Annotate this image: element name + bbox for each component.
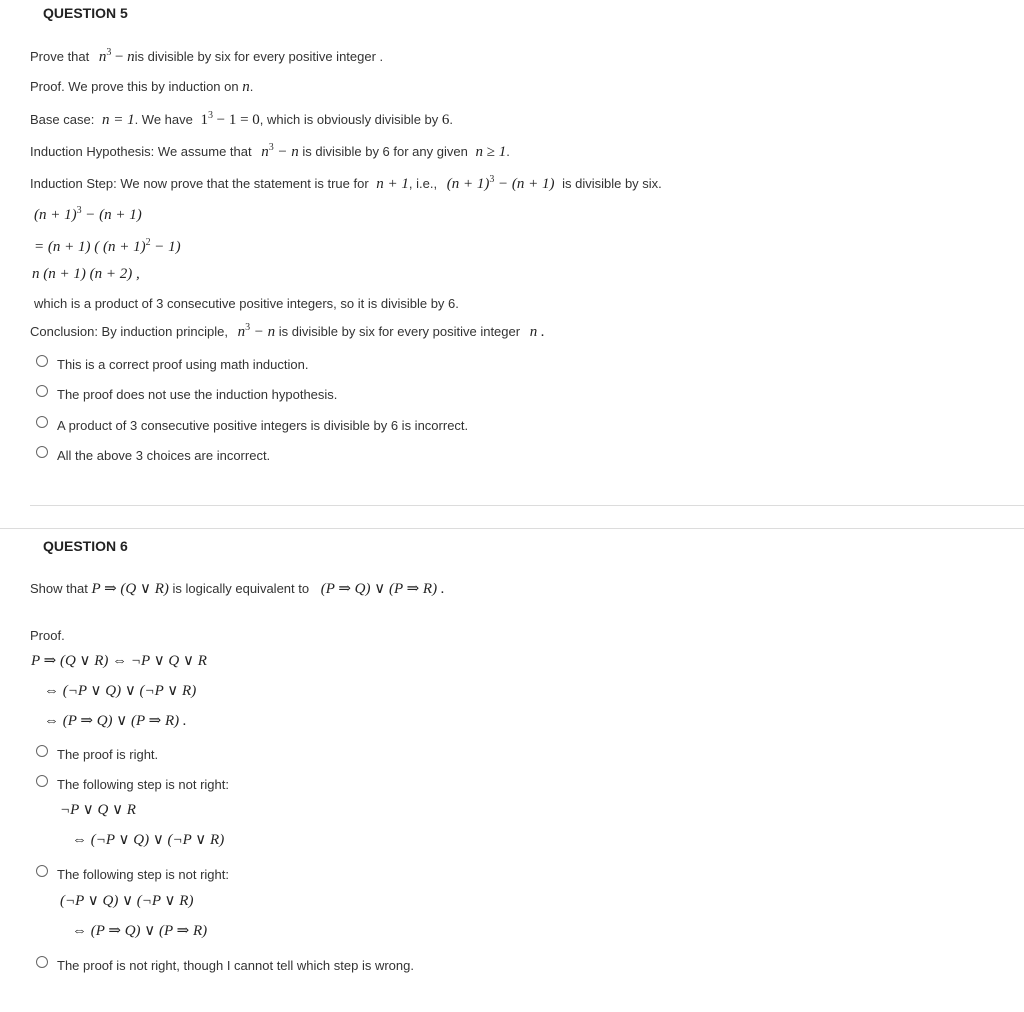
q5-base-six: 6 — [441, 112, 450, 128]
q6-option-2-label[interactable]: The following step is not right: — [57, 777, 229, 792]
q5-eq1-exp: 3 — [76, 205, 82, 216]
q5-eq2-b: − 1) — [154, 239, 181, 255]
q5-base-text: . We have — [134, 112, 193, 127]
q5-conclusion — [30, 322, 545, 341]
q6-prompt-expr: P ⇒ (Q ∨ R) — [91, 581, 169, 597]
q5-step — [30, 174, 662, 193]
q6-option-1[interactable] — [36, 744, 158, 762]
q6-step-2 — [44, 681, 196, 700]
q5-prompt-n: n — [98, 49, 107, 65]
q6-option-3-label[interactable]: The following step is not right: — [57, 867, 229, 882]
q5-proof-intro: Proof. We prove this by induction on n. — [30, 79, 254, 95]
q6-option-3-math-1 — [60, 891, 193, 910]
q5-hyp-minus-n: − n — [277, 144, 299, 160]
q5-option-1-label[interactable]: This is a correct proof using math induction. — [57, 357, 309, 372]
q6-step-1 — [31, 651, 207, 670]
q5-base-math2: 1 — [200, 112, 208, 128]
q5-option-3-radio[interactable] — [36, 416, 48, 428]
q6-option-3-math-2 — [72, 921, 207, 940]
q5-step-expr2: − (n + 1) — [497, 176, 555, 192]
q5-hyp-n: n — [261, 144, 269, 160]
q5-option-4[interactable] — [36, 445, 270, 463]
q6-option-4-label[interactable]: The proof is not right, though I cannot tell which step is wrong. — [57, 958, 414, 973]
q6-proof-label: Proof. — [30, 628, 65, 643]
q5-equation-1 — [34, 205, 142, 224]
q5-option-1[interactable] — [36, 354, 308, 372]
q5-concl-minus-n: − n — [253, 324, 276, 340]
q6-prompt-text: Show that — [30, 581, 88, 596]
q5-step-text3: is divisible by six. — [562, 176, 662, 191]
q5-prompt-exp: 3 — [106, 47, 112, 58]
q5-prompt-minus: − — [115, 49, 124, 65]
q6-option-4-radio[interactable] — [36, 956, 48, 968]
q5-product-text: which is a product of 3 consecutive positive integers, so it is divisible by 6. — [34, 296, 459, 311]
q6-prompt — [30, 579, 445, 598]
q5-eq2-a: = (n + 1) ( (n + 1) — [34, 239, 146, 255]
q5-hyp-text: Induction Hypothesis: We assume that — [30, 144, 252, 159]
q5-equation-3 — [32, 266, 140, 283]
q6-option-1-label[interactable]: The proof is right. — [57, 747, 159, 762]
question-section-border — [0, 528, 1024, 529]
q5-option-2-label[interactable]: The proof does not use the induction hypothesis. — [57, 387, 338, 402]
q6-opt2-expr1: ¬P ∨ Q ∨ R — [60, 802, 136, 818]
q5-base-math: n = 1 — [101, 112, 135, 128]
q5-concl-exp: 3 — [245, 322, 251, 333]
q6-option-2-radio[interactable] — [36, 775, 48, 787]
q5-prompt-n2: n — [127, 49, 135, 65]
q5-prompt-rest: is divisible by six for every positive integer . — [134, 49, 384, 64]
q6-prompt-text2: is logically equivalent to — [172, 581, 310, 596]
q5-base-exp: 3 — [208, 110, 213, 121]
question-divider — [30, 505, 1024, 506]
q5-eq1-b: − (n + 1) — [85, 207, 142, 223]
q5-hyp-exp: 3 — [268, 142, 274, 153]
q5-step-expr: (n + 1) — [446, 176, 490, 192]
q6-opt3-expr2: ⇔ (P ⇒ Q) ∨ (P ⇒ R) — [72, 923, 208, 939]
q5-eq2-exp: 2 — [145, 237, 151, 248]
q5-step-exp: 3 — [489, 174, 495, 185]
q5-eq3: n (n + 1) (n + 2) , — [32, 266, 140, 282]
q5-base-case: Base case: n = 1. We have $1^3 - 1 = 0$, which is obviously divisible by 6. — [30, 110, 454, 128]
q5-option-3-label[interactable]: A product of 3 consecutive positive integers is divisible by 6 is incorrect. — [57, 418, 469, 433]
q5-concl-n: n — [237, 324, 246, 340]
q6-option-2-math-1 — [60, 800, 136, 819]
q5-option-4-label[interactable]: All the above 3 choices are incorrect. — [57, 448, 271, 463]
q6-option-3[interactable] — [36, 864, 229, 882]
q5-eq1-a: (n + 1) — [34, 207, 77, 223]
q5-base-text2: , which is obviously divisible by — [259, 112, 439, 127]
q6-step-1-expr: P ⇒ (Q ∨ R) ⇔ ¬P ∨ Q ∨ R — [31, 653, 207, 669]
q5-step-text2: , i.e., — [408, 176, 438, 191]
q6-opt3-expr1: (¬P ∨ Q) ∨ (¬P ∨ R) — [60, 893, 194, 909]
q6-step-2-expr: ⇔ (¬P ∨ Q) ∨ (¬P ∨ R) — [44, 683, 197, 699]
q6-step-3-expr: ⇔ (P ⇒ Q) ∨ (P ⇒ R) . — [44, 713, 187, 729]
q5-hypothesis: Induction Hypothesis: We assume that $n^3 - n$ is divisible by 6 for any given n ≥ 1. — [30, 142, 510, 160]
question-5-title: QUESTION 5 — [43, 5, 128, 21]
q5-option-1-radio[interactable] — [36, 355, 48, 367]
q5-base-label: Base case: — [30, 112, 95, 127]
q5-proof-intro-var: n — [242, 79, 250, 95]
q5-concl-text2: is divisible by six for every positive integer — [278, 324, 521, 339]
q5-concl-n2: n . — [529, 324, 545, 340]
q6-option-2-math-2 — [72, 830, 224, 849]
q5-option-3[interactable] — [36, 415, 468, 433]
q5-prompt-text: Prove that — [30, 49, 90, 64]
q6-opt2-expr2: ⇔ (¬P ∨ Q) ∨ (¬P ∨ R) — [72, 832, 225, 848]
q5-option-2[interactable] — [36, 384, 337, 402]
q5-step-n1: n + 1 — [376, 176, 409, 192]
q5-step-text: Induction Step: We now prove that the statement is true for — [30, 176, 369, 191]
q5-option-2-radio[interactable] — [36, 385, 48, 397]
q5-prompt — [30, 47, 383, 66]
q5-concl-text: Conclusion: By induction principle, — [30, 324, 228, 339]
q6-option-4[interactable] — [36, 955, 414, 973]
q5-proof-intro-text: Proof. We prove this by induction on — [30, 79, 239, 94]
q6-option-1-radio[interactable] — [36, 745, 48, 757]
q5-option-4-radio[interactable] — [36, 446, 48, 458]
q5-base-math3: − 1 = 0 — [216, 112, 260, 128]
q6-step-3 — [44, 711, 187, 730]
question-6-title: QUESTION 6 — [43, 538, 128, 554]
q6-option-2[interactable] — [36, 774, 229, 792]
q6-option-3-radio[interactable] — [36, 865, 48, 877]
q5-hyp-cond: n ≥ 1 — [475, 144, 507, 160]
q5-equation-2 — [34, 237, 181, 256]
q5-hyp-text2: is divisible by 6 for any given — [302, 144, 468, 159]
q6-prompt-expr2: (P ⇒ Q) ∨ (P ⇒ R) . — [320, 581, 445, 597]
